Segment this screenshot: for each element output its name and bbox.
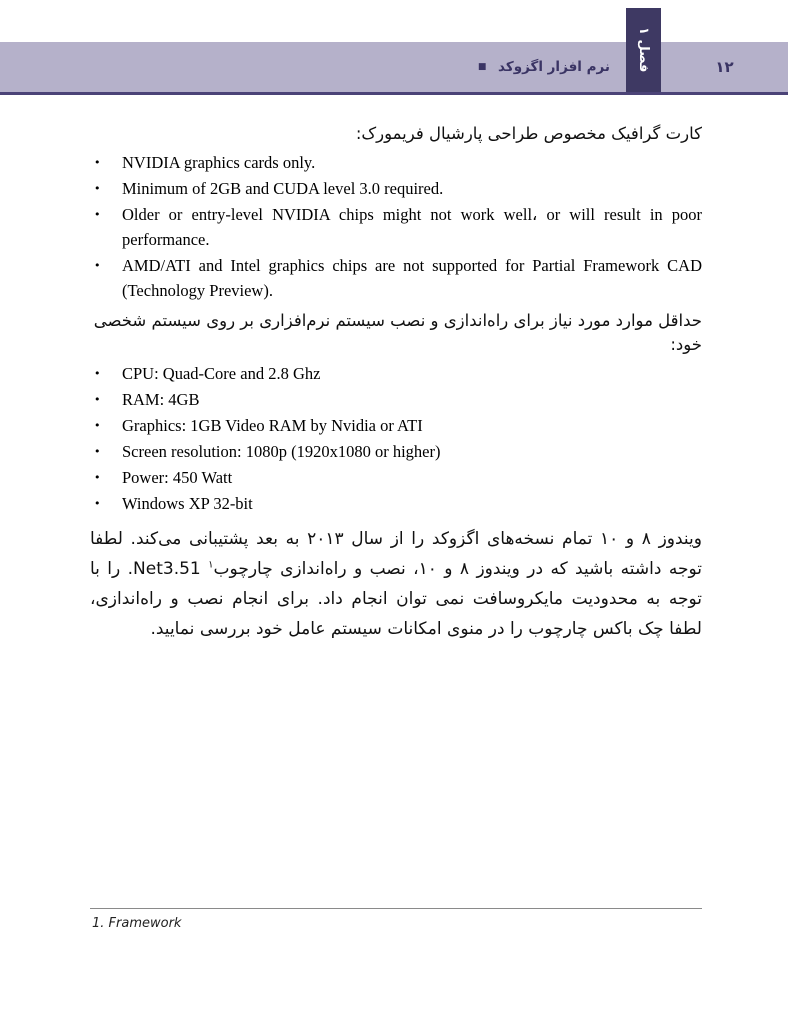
running-header-title: نرم افزار اگزوکد xyxy=(498,59,610,75)
bullet-icon: • xyxy=(94,259,101,272)
bullet-icon: • xyxy=(94,182,101,195)
list-item-text: CPU: Quad-Core and 2.8 Ghz xyxy=(122,364,321,383)
system-requirements-list xyxy=(90,361,702,516)
list-item xyxy=(90,387,702,412)
section-heading-minimum-requirements: حداقل موارد مورد نیاز برای راه‌اندازی و نصب سیستم نرم‌افزاری بر روی سیستم شخصی خود: xyxy=(93,311,702,354)
square-bullet-icon: ■ xyxy=(477,62,487,72)
page-content xyxy=(90,122,702,644)
footnote-reference: ۱ xyxy=(208,559,214,571)
running-header xyxy=(478,42,610,92)
bullet-icon: • xyxy=(94,393,101,406)
bullet-icon: • xyxy=(94,445,101,458)
windows-support-paragraph xyxy=(90,524,702,644)
list-item-text: RAM: 4GB xyxy=(122,390,200,409)
footnote-rule xyxy=(90,908,702,909)
list-item-text: AMD/ATI and Intel graphics chips are not supported for Partial Framework CAD (Technology Preview). xyxy=(122,256,702,300)
chapter-tab-label: فصل ۱ xyxy=(636,27,651,73)
list-item xyxy=(90,150,702,175)
list-item xyxy=(90,439,702,464)
list-item-text: Graphics: 1GB Video RAM by Nvidia or ATI xyxy=(122,416,423,435)
bullet-icon: • xyxy=(94,367,101,380)
paragraph-text-part2: Net3.51. را با توجه به محدودیت مایکروسافت نمی توان انجام داد. برای انجام نصب و راه‌اندازی، لطفا چک باکس چارچوب را در منوی امکانات سیستم عامل خود بررسی نمایید. xyxy=(90,559,702,639)
bullet-icon: • xyxy=(94,156,101,169)
bullet-icon: • xyxy=(94,497,101,510)
list-item xyxy=(90,465,702,490)
section-heading-graphics: کارت گرافیک مخصوص طراحی پارشیال فریمورک: xyxy=(355,124,702,143)
list-item-text: Screen resolution: 1080p (1920x1080 or higher) xyxy=(122,442,441,461)
header-rule xyxy=(0,92,788,95)
list-item-text: Windows XP 32-bit xyxy=(122,494,253,513)
list-item-text: Minimum of 2GB and CUDA level 3.0 required. xyxy=(122,179,444,198)
list-item-text: Power: 450 Watt xyxy=(122,468,233,487)
bullet-icon: • xyxy=(94,419,101,432)
list-item xyxy=(90,491,702,516)
list-item-text: NVIDIA graphics cards only. xyxy=(122,153,316,172)
list-item xyxy=(90,361,702,386)
footnote-text: 1. Framework xyxy=(92,916,182,931)
graphics-requirements-list xyxy=(90,150,702,303)
list-item-text: Older or entry-level NVIDIA chips might not work well، or will result in poor performance. xyxy=(122,205,702,249)
bullet-icon: • xyxy=(94,471,101,484)
list-item xyxy=(90,176,702,201)
list-item xyxy=(90,413,702,438)
list-item xyxy=(90,202,702,252)
bullet-icon: • xyxy=(94,208,101,221)
chapter-tab xyxy=(626,8,661,92)
paragraph-text-part1: ویندوز ۸ و ۱۰ تمام نسخه‌های اگزوکد را از سال ۲۰۱۳ به بعد پشتیبانی می‌کند. لطفا توجه داشته باشید که در ویندوز ۸ و ۱۰، نصب و راه‌اندازی چارچوب xyxy=(90,529,702,579)
page-number: ۱۲ xyxy=(715,58,734,76)
list-item xyxy=(90,253,702,303)
